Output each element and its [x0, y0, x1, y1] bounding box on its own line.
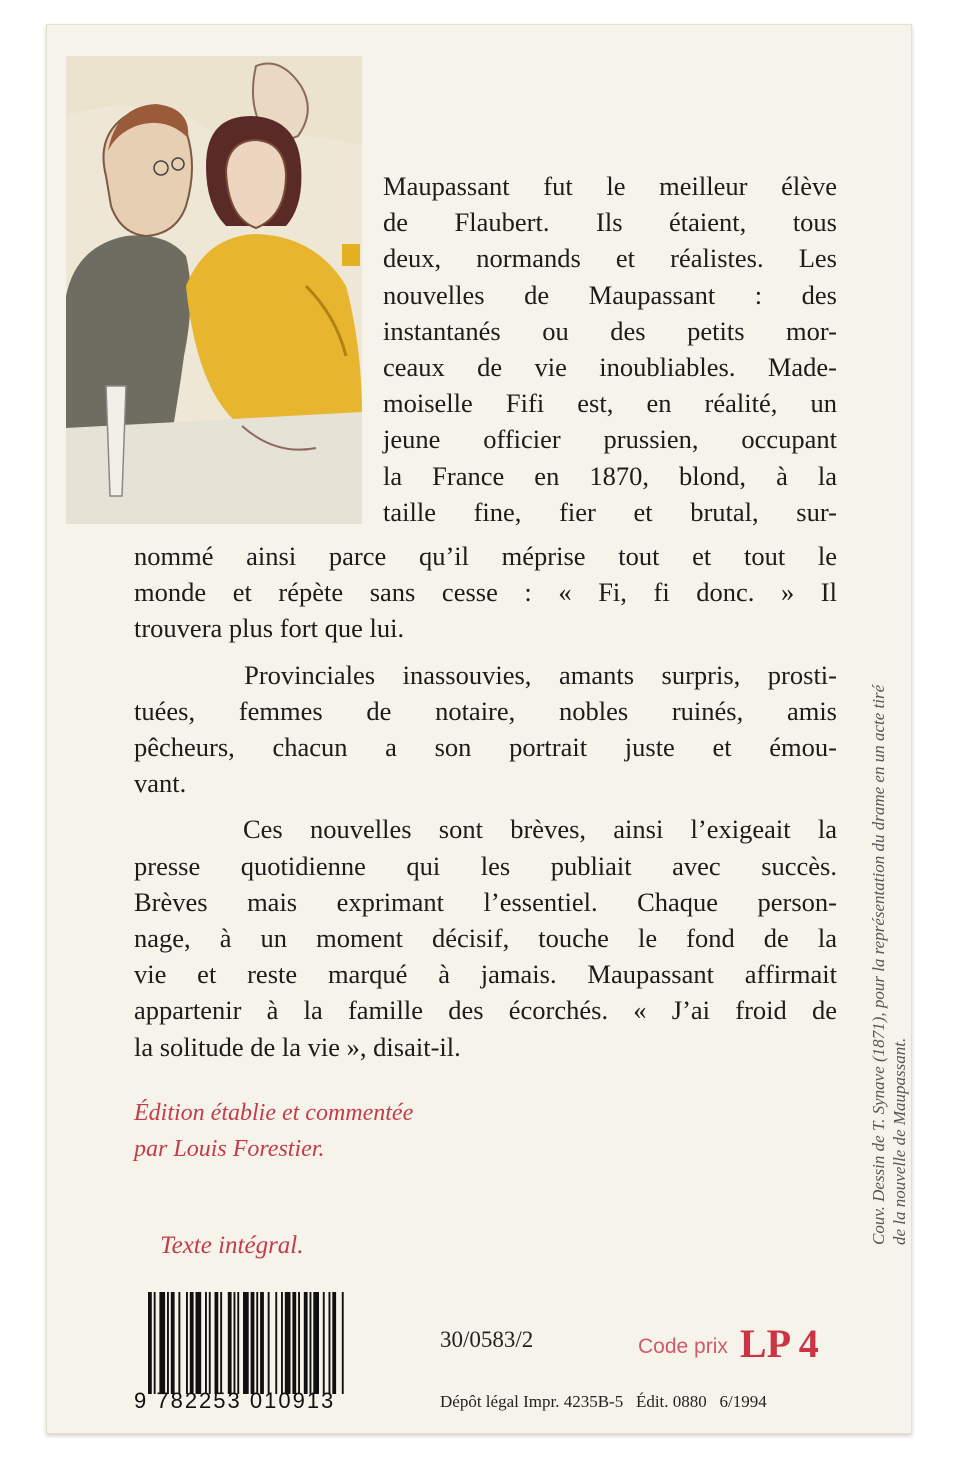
text-line: deux, normands et réalistes. Les — [383, 243, 837, 274]
blurb-paragraph-2 — [134, 657, 837, 802]
text-line: presse quotidienne qui les publiait avec succès. — [134, 850, 837, 881]
text-line: tuées, femmes de notaire, nobles ruinés, amis — [134, 695, 837, 726]
text-line: la solitude de la vie », disait-il. — [134, 1031, 461, 1062]
barcode-bar — [256, 1292, 258, 1394]
barcode-bar — [298, 1292, 300, 1394]
barcode-bar — [313, 1292, 319, 1394]
text-line: appartenir à la famille des écorchés. « J’ai froid de — [134, 995, 837, 1026]
barcode-bar — [237, 1292, 239, 1394]
barcode-bar — [310, 1292, 312, 1394]
barcode-bar — [167, 1292, 169, 1394]
barcode-bar — [215, 1292, 219, 1394]
text-line: la France en 1870, blond, à la — [383, 460, 837, 491]
text-line: de Flaubert. Ils étaient, tous — [383, 207, 837, 238]
barcode-bar — [304, 1292, 308, 1394]
barcode-bar — [251, 1292, 255, 1394]
barcode-bar — [292, 1292, 296, 1394]
barcode-bar — [190, 1292, 194, 1394]
barcode-bar — [332, 1292, 336, 1394]
barcode-bar — [228, 1292, 232, 1394]
barcode-bar — [268, 1292, 270, 1394]
text-line: pêcheurs, chacun a son portrait juste et émou- — [134, 732, 837, 763]
text-line: Maupassant fut le meilleur élève — [383, 171, 837, 201]
price-code-value: LP 4 — [739, 1321, 819, 1366]
barcode-bar — [154, 1292, 156, 1394]
edition-line-1: Édition établie et commentée — [134, 1100, 414, 1126]
blurb-paragraph-1-top — [383, 168, 837, 530]
cover-credit-line-1: Couv. Dessin de T. Synave (1871), pour la représentation du drame en un acte tiré — [869, 684, 888, 1245]
text-line: ceaux de vie inoubliables. Made- — [383, 352, 837, 383]
barcode-bar — [220, 1292, 222, 1394]
reference-number: 30/0583/2 — [440, 1327, 534, 1352]
barcode-bar — [209, 1292, 211, 1394]
text-line: nommé ainsi parce qu’il méprise tout et tout le — [134, 541, 837, 571]
barcode-bar — [178, 1292, 180, 1394]
barcode-bar — [148, 1292, 152, 1394]
text-line: trouvera plus fort que lui. — [134, 613, 405, 644]
price-code-label: Code prix — [638, 1335, 728, 1358]
blurb-paragraph-1-end — [134, 538, 837, 647]
barcode-bar — [243, 1292, 249, 1394]
barcode-number: 9 782253 010913 — [134, 1388, 336, 1413]
barcode-bar — [329, 1292, 331, 1394]
barcode-bar — [159, 1292, 165, 1394]
barcode-bar — [275, 1292, 277, 1394]
text-line: nouvelles de Maupassant : des — [383, 279, 837, 310]
text-line: taille fine, fier et brutal, sur- — [383, 496, 837, 527]
text-line: Provinciales inassouvies, amants surpris, prosti- — [134, 659, 837, 690]
barcode-bar — [323, 1292, 325, 1394]
edition-line-2: par Louis Forestier. — [134, 1136, 325, 1162]
barcode-bar — [171, 1292, 175, 1394]
text-line: Ces nouvelles sont brèves, ainsi l’exigeait la — [134, 814, 837, 845]
blurb-full-width — [134, 538, 837, 1075]
text-line: moiselle Fifi est, en réalité, un — [383, 388, 837, 419]
texte-integral-label: Texte intégral. — [160, 1232, 304, 1259]
cover-illustration — [66, 56, 362, 524]
blurb-paragraph-3 — [134, 811, 837, 1064]
text-line: Brèves mais exprimant l’essentiel. Chaque person- — [134, 886, 837, 917]
barcode — [134, 1292, 406, 1413]
text-line: jeune officier prussien, occupant — [383, 424, 837, 455]
cover-credit-line-2: de la nouvelle de Maupassant. — [890, 1037, 909, 1245]
legal-deposit: Dépôt légal Impr. 4235B-5 Édit. 0880 6/1994 — [440, 1392, 767, 1411]
text-line: monde et répète sans cesse : « Fi, fi donc. » Il — [134, 577, 837, 608]
text-line: instantanés ou des petits mor- — [383, 315, 837, 346]
text-line: vie et reste marqué à jamais. Maupassant affirmait — [134, 959, 837, 990]
text-line: vant. — [134, 768, 187, 799]
barcode-bar — [260, 1292, 264, 1394]
price-code — [638, 1320, 819, 1367]
barcode-bar — [205, 1292, 207, 1394]
cover-credit — [868, 645, 910, 1245]
text-line: nage, à un moment décisif, touche le fond de la — [134, 923, 837, 954]
barcode-bar — [234, 1292, 236, 1394]
barcode-bar — [196, 1292, 202, 1394]
edition-credit — [134, 1095, 413, 1167]
barcode-bars — [134, 1292, 406, 1394]
barcode-bar — [281, 1292, 283, 1394]
barcode-bar — [285, 1292, 291, 1394]
barcode-bar — [186, 1292, 188, 1394]
barcode-bar — [342, 1292, 344, 1394]
